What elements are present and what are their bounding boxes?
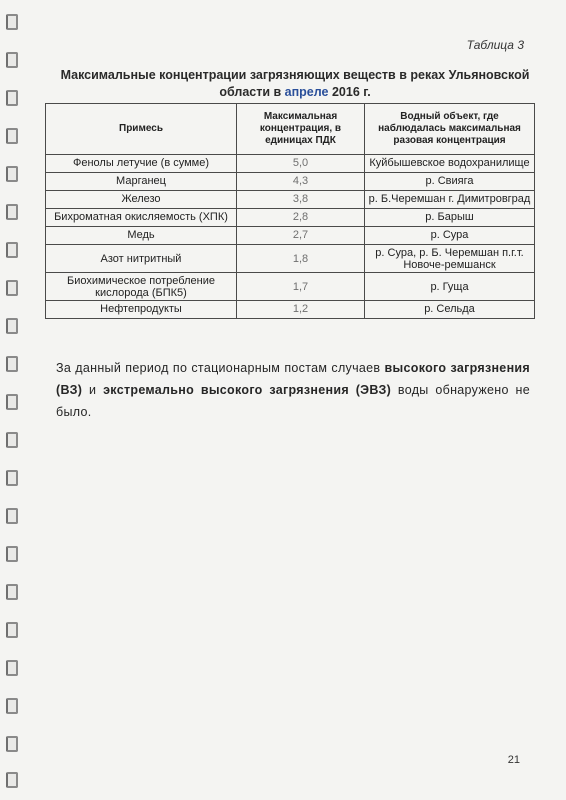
cell-substance: Биохимическое потребление кислорода (БПК5) [46, 273, 237, 301]
page-number: 21 [507, 754, 520, 766]
cell-substance: Марганец [46, 173, 237, 191]
binding-ring [6, 508, 18, 524]
cell-substance: Бихроматная окисляемость (ХПК) [46, 209, 237, 227]
table-row [46, 191, 535, 209]
cell-substance: Нефтепродукты [46, 301, 237, 319]
table-row [46, 273, 535, 301]
table-row [46, 209, 535, 227]
binding-ring [6, 432, 18, 448]
binding-ring [6, 546, 18, 562]
para-text: За данный период по стационарным постам случаев [56, 361, 385, 375]
table-row [46, 245, 535, 273]
binding-ring [6, 280, 18, 296]
binding-ring [6, 318, 18, 334]
cell-value: 2,7 [237, 227, 365, 245]
binding-ring [6, 698, 18, 714]
header-max-concentration: Максимальная концентрация, в единицах ПДК [237, 104, 365, 155]
cell-value: 3,8 [237, 191, 365, 209]
cell-object: Куйбышевское водохранилище [365, 155, 535, 173]
table-number: Таблица 3 [466, 38, 524, 52]
cell-value: 1,7 [237, 273, 365, 301]
title-text: Максимальные концентрации загрязняющих веществ в реках Ульяновской области в [60, 68, 530, 99]
binding-ring [6, 356, 18, 372]
cell-object: р. Б.Черемшан г. Димитровград [365, 191, 535, 209]
table-row [46, 173, 535, 191]
para-emphasis-evz: экстремально высокого загрязнения (ЭВЗ) [103, 383, 392, 397]
cell-object: р. Сура [365, 227, 535, 245]
table-row [46, 301, 535, 319]
summary-paragraph [56, 357, 530, 423]
cell-value: 2,8 [237, 209, 365, 227]
cell-object: р. Сура, р. Б. Черемшан п.г.т. Новоче-ремшанск [365, 245, 535, 273]
para-emphasis-vz: высокого загрязнения (ВЗ) [56, 361, 530, 397]
binding-ring [6, 242, 18, 258]
binding-ring [6, 394, 18, 410]
binding-ring [6, 90, 18, 106]
table-header-row [46, 104, 535, 155]
cell-object: р. Свияга [365, 173, 535, 191]
binding-ring [6, 736, 18, 752]
header-water-object: Водный объект, где наблюдалась максимальная разовая концентрация [365, 104, 535, 155]
binding-ring [6, 166, 18, 182]
binding-ring [6, 204, 18, 220]
binding-ring [6, 52, 18, 68]
binding-ring [6, 470, 18, 486]
para-text: и [82, 383, 104, 397]
binding-ring [6, 584, 18, 600]
cell-value: 1,8 [237, 245, 365, 273]
table-row [46, 155, 535, 173]
cell-value: 4,3 [237, 173, 365, 191]
table-title [60, 67, 530, 101]
cell-value: 5,0 [237, 155, 365, 173]
para-text: воды обнаружено не было. [56, 383, 530, 419]
title-year: 2016 г. [328, 85, 371, 99]
pollutants-table [45, 103, 535, 319]
header-substance: Примесь [46, 104, 237, 155]
binding-ring [6, 660, 18, 676]
cell-substance: Железо [46, 191, 237, 209]
binding-ring [6, 772, 18, 788]
cell-object: р. Гуща [365, 273, 535, 301]
cell-object: р. Барыш [365, 209, 535, 227]
title-month: апреле [284, 85, 329, 99]
binding-ring [6, 622, 18, 638]
cell-value: 1,2 [237, 301, 365, 319]
binding-ring [6, 128, 18, 144]
spiral-binding [0, 0, 26, 800]
cell-substance: Азот нитритный [46, 245, 237, 273]
cell-substance: Фенолы летучие (в сумме) [46, 155, 237, 173]
binding-ring [6, 14, 18, 30]
table-row [46, 227, 535, 245]
cell-substance: Медь [46, 227, 237, 245]
cell-object: р. Сельда [365, 301, 535, 319]
